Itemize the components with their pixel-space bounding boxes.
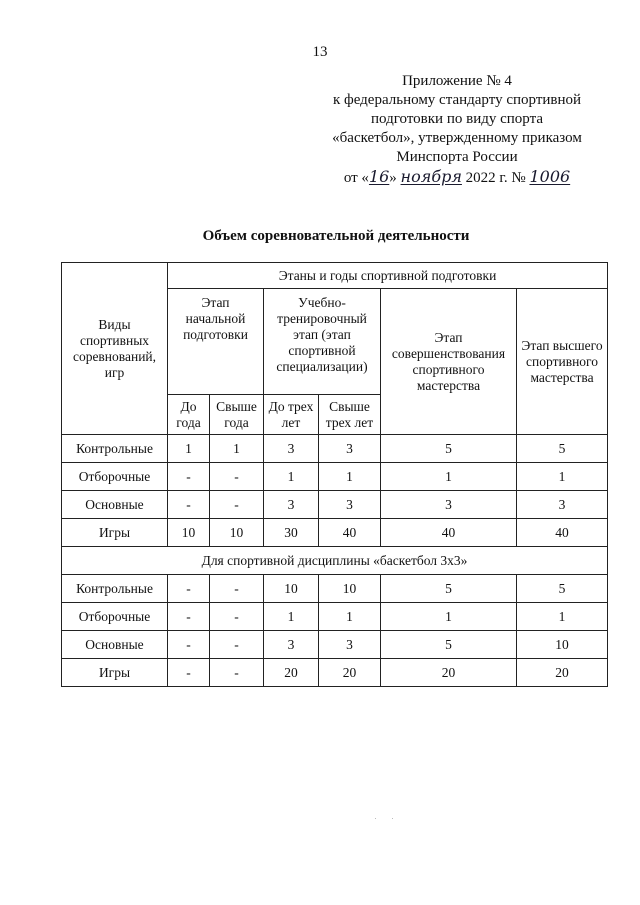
cell-value: -: [168, 659, 210, 687]
appendix-title: Приложение № 4: [402, 73, 512, 89]
cell-value: 1: [264, 463, 319, 491]
table-row: [62, 463, 608, 491]
cell-value: 5: [517, 435, 608, 463]
cell-value: 3: [319, 435, 381, 463]
cell-value: -: [210, 463, 264, 491]
cell-value: -: [168, 491, 210, 519]
row-label: Отборочные: [62, 603, 168, 631]
cell-value: 40: [517, 519, 608, 547]
row-label: Контрольные: [62, 575, 168, 603]
cell-value: 1: [264, 603, 319, 631]
cell-value: 1: [381, 603, 517, 631]
handwritten-day: 16: [368, 167, 390, 186]
cell-value: 10: [517, 631, 608, 659]
cell-value: -: [168, 631, 210, 659]
cell-value: 5: [381, 435, 517, 463]
date-year: 2022 г. №: [465, 170, 526, 186]
cell-value: 3: [264, 435, 319, 463]
cell-value: 10: [319, 575, 381, 603]
table-row: [62, 575, 608, 603]
handwritten-month: ноября: [400, 167, 462, 186]
row-label: Отборочные: [62, 463, 168, 491]
appendix-line: к федеральному стандарту спортивной: [332, 92, 582, 108]
header-over-three-years: Свыше трех лет: [319, 395, 381, 435]
page-number: 13: [312, 44, 328, 60]
competition-volume-table: [61, 262, 608, 687]
cell-value: 3: [319, 491, 381, 519]
cell-value: 3: [319, 631, 381, 659]
cell-value: 1: [319, 603, 381, 631]
cell-value: 10: [264, 575, 319, 603]
row-label: Основные: [62, 631, 168, 659]
cell-value: 3: [264, 491, 319, 519]
row-label: Основные: [62, 491, 168, 519]
cell-value: 1: [381, 463, 517, 491]
header-upto-year: До года: [168, 395, 210, 435]
cell-value: 10: [168, 519, 210, 547]
cell-value: 1: [168, 435, 210, 463]
cell-value: 3: [381, 491, 517, 519]
row-label: Игры: [62, 659, 168, 687]
appendix-line: «баскетбол», утвержденному приказом: [332, 130, 582, 146]
table-row: [62, 603, 608, 631]
header-over-year: Свыше года: [210, 395, 264, 435]
cell-value: 40: [319, 519, 381, 547]
header-stages-years: Этаны и годы спортивной подготовки: [168, 263, 608, 289]
cell-value: 40: [381, 519, 517, 547]
cell-value: 20: [517, 659, 608, 687]
appendix-block: [307, 72, 607, 188]
cell-value: 5: [381, 575, 517, 603]
handwritten-order-number: 1006: [529, 167, 571, 186]
cell-value: 10: [210, 519, 264, 547]
table-row: [62, 519, 608, 547]
table-row: [62, 491, 608, 519]
table-row: [62, 631, 608, 659]
cell-value: -: [168, 603, 210, 631]
appendix-date-line: [307, 167, 607, 188]
scan-speck: [392, 818, 393, 819]
document-title: Объем соревновательной деятельности: [202, 228, 470, 244]
scan-speck: [375, 818, 376, 819]
cell-value: 5: [517, 575, 608, 603]
appendix-line: подготовки по виду спорта: [371, 111, 543, 127]
cell-value: -: [168, 575, 210, 603]
table-row: [62, 659, 608, 687]
table-row: [62, 435, 608, 463]
cell-value: -: [168, 463, 210, 491]
header-stage-highest: Этап высшего спортивного мастерства: [517, 289, 608, 435]
cell-value: 1: [517, 463, 608, 491]
cell-value: 3: [517, 491, 608, 519]
cell-value: -: [210, 575, 264, 603]
header-stage-training: Учебно-тренировочный этап (этап спортивной специализации): [264, 289, 381, 395]
cell-value: 1: [319, 463, 381, 491]
header-stage-initial: Этап начальной подготовки: [168, 289, 264, 395]
header-row: [62, 263, 608, 289]
cell-value: 20: [381, 659, 517, 687]
cell-value: 20: [319, 659, 381, 687]
cell-value: 1: [210, 435, 264, 463]
section-title-3x3: Для спортивной дисциплины «баскетбол 3х3»: [62, 547, 608, 575]
cell-value: -: [210, 659, 264, 687]
cell-value: 20: [264, 659, 319, 687]
cell-value: 3: [264, 631, 319, 659]
cell-value: -: [210, 631, 264, 659]
header-competition-types: Виды спортивных соревнований, игр: [62, 263, 168, 435]
row-label: Игры: [62, 519, 168, 547]
appendix-line: Минспорта России: [396, 149, 518, 165]
date-mid: »: [389, 170, 397, 186]
cell-value: -: [210, 491, 264, 519]
row-label: Контрольные: [62, 435, 168, 463]
header-stage-improvement: Этап совершенствования спортивного мастерства: [381, 289, 517, 435]
header-upto-three-years: До трех лет: [264, 395, 319, 435]
cell-value: 30: [264, 519, 319, 547]
cell-value: -: [210, 603, 264, 631]
section-row-3x3: [62, 547, 608, 575]
date-prefix: от «: [343, 170, 369, 186]
cell-value: 5: [381, 631, 517, 659]
cell-value: 1: [517, 603, 608, 631]
